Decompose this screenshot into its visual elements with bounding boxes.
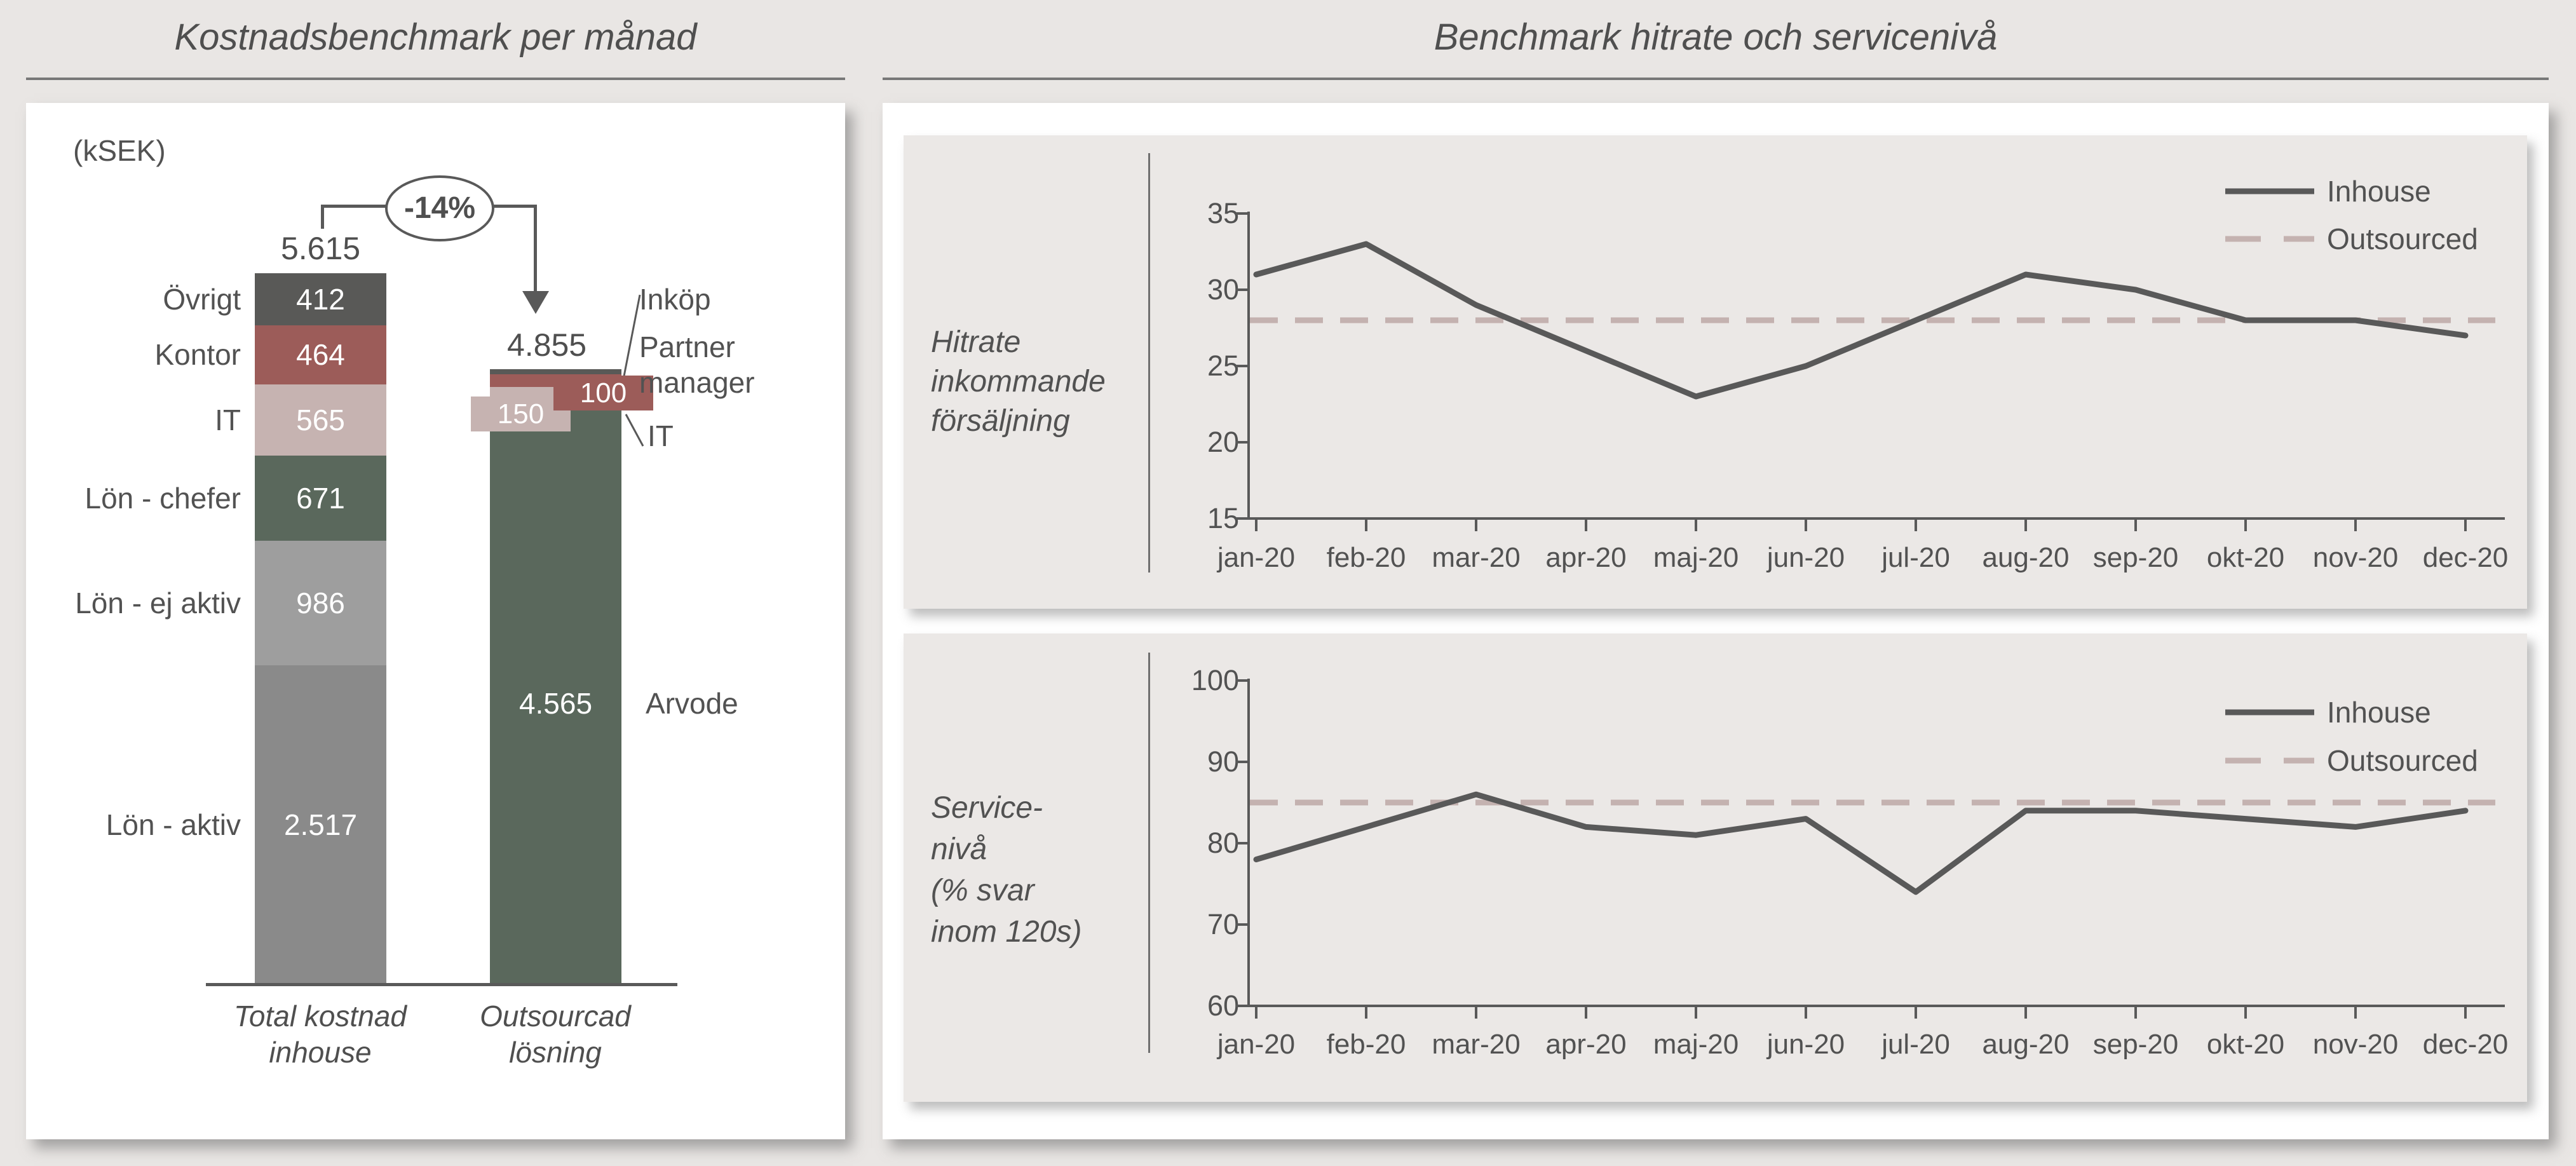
delta-badge: -14%: [385, 175, 494, 241]
bar-segment-label: Lön - aktiv: [105, 808, 241, 842]
panel-label-line: försäljning: [931, 404, 1070, 438]
month-label: maj-20: [1653, 542, 1739, 573]
benchmark-card: [883, 103, 2549, 1139]
category-label: Total kostnad inhouse: [234, 1000, 407, 1069]
month-label: okt-20: [2206, 542, 2285, 573]
bar-segment-value: 412: [296, 283, 345, 316]
bar-segment-label: IT: [215, 403, 241, 437]
bar-segment-label: Lön - ej aktiv: [75, 586, 241, 620]
y-tick-label: 20: [1207, 426, 1239, 458]
cost-benchmark-card: [26, 103, 845, 1139]
cost-benchmark-section: [26, 17, 845, 1139]
month-label: mar-20: [1432, 1029, 1521, 1060]
left-section-title: Kostnadsbenchmark per månad: [174, 17, 697, 58]
panel-label-line: inom 120s): [931, 915, 1082, 949]
month-label: jul-20: [1881, 542, 1950, 573]
y-tick-label: 35: [1207, 197, 1239, 229]
y-tick-label: 90: [1207, 745, 1239, 778]
bar-segment-value: 464: [296, 338, 345, 372]
month-label: feb-20: [1326, 1029, 1406, 1060]
leader-line-inkop: [624, 295, 640, 376]
servicelevel-chart-panel: [904, 634, 2527, 1102]
bar-segment-callout-label: Partner manager: [639, 330, 755, 399]
legend-label: Outsourced: [2327, 744, 2478, 777]
benchmark-section: [883, 17, 2549, 1139]
month-label: aug-20: [1982, 542, 2070, 573]
month-label: sep-20: [2092, 542, 2179, 573]
month-label: nov-20: [2312, 1029, 2399, 1060]
category-label: Outsourcad lösning: [480, 1000, 631, 1069]
month-label: jun-20: [1766, 542, 1845, 573]
month-label: okt-20: [2206, 1029, 2285, 1060]
bar-segment-label: Övrigt: [163, 283, 241, 316]
month-label: dec-20: [2422, 1029, 2509, 1060]
x-axis-line: [206, 983, 677, 986]
month-label: feb-20: [1326, 542, 1406, 573]
y-tick-label: 15: [1207, 502, 1239, 534]
panel-label-line: (% svar: [931, 874, 1034, 907]
y-tick-label: 25: [1207, 349, 1239, 382]
month-label: apr-20: [1545, 542, 1627, 573]
hitrate-chart-panel: [904, 135, 2527, 609]
bar-total-label: 4.855: [506, 327, 587, 363]
left-title-underline: [26, 78, 845, 80]
month-label: jul-20: [1881, 1029, 1950, 1060]
month-label: sep-20: [2092, 1029, 2179, 1060]
month-label: mar-20: [1432, 542, 1521, 573]
y-tick-label: 30: [1207, 273, 1239, 306]
right-title-underline: [883, 78, 2549, 80]
bar-segment-callout-chip: 100: [553, 376, 653, 410]
y-tick-label: 80: [1207, 827, 1239, 859]
leader-line-it: [626, 414, 643, 446]
bar-segment-callout-label: Inköp: [639, 283, 711, 316]
bar-segment-label: Lön - chefer: [85, 482, 241, 515]
bar-segment-value: 986: [296, 586, 345, 620]
legend-label: Outsourced: [2327, 222, 2478, 255]
month-label: jan-20: [1217, 1029, 1296, 1060]
panel-label-line: nivå: [931, 832, 987, 866]
legend-label: Inhouse: [2327, 175, 2431, 208]
bar-segment-value: 2.517: [283, 808, 358, 842]
bar-segment: [490, 369, 621, 374]
bar-segment-value: 565: [296, 403, 345, 437]
month-label: aug-20: [1982, 1029, 2070, 1060]
month-label: jun-20: [1766, 1029, 1845, 1060]
month-label: maj-20: [1653, 1029, 1739, 1060]
month-label: dec-20: [2422, 542, 2509, 573]
bar-segment-callout-chip: 150: [471, 397, 571, 431]
bar-segment-callout-label: Arvode: [646, 687, 738, 720]
y-tick-label: 60: [1207, 989, 1239, 1022]
y-tick-label: 70: [1207, 908, 1239, 940]
y-tick-label: 100: [1191, 664, 1239, 696]
legend-label: Inhouse: [2327, 696, 2431, 729]
bar-segment-value: 671: [296, 482, 345, 515]
month-label: jan-20: [1217, 542, 1296, 573]
unit-label: (kSEK): [73, 134, 166, 167]
panel-label-line: Service-: [931, 791, 1043, 825]
bar-segment-value: 4.565: [519, 687, 593, 721]
right-section-title: Benchmark hitrate och servicenivå: [1434, 17, 1998, 58]
panel-label-line: Hitrate: [931, 325, 1021, 359]
bar-total-label: 5.615: [280, 231, 361, 266]
month-label: nov-20: [2312, 542, 2399, 573]
bar-segment-callout-label: IT: [647, 419, 674, 452]
inhouse-line: [1256, 794, 2465, 892]
line-chart-plot: [904, 634, 2527, 1102]
month-label: apr-20: [1545, 1029, 1627, 1060]
bar-segment-label: Kontor: [154, 338, 241, 372]
panel-label-line: inkommande: [931, 365, 1106, 398]
line-chart-plot: [904, 135, 2527, 609]
